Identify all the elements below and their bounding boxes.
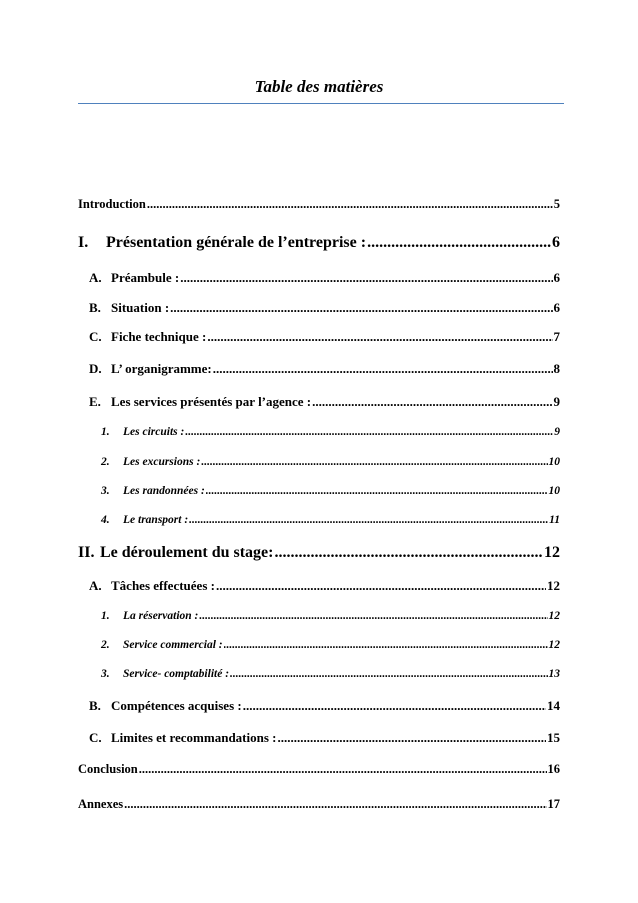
toc-entry-label: Service commercial : (123, 639, 223, 651)
toc-entry-marker: C. (89, 730, 102, 745)
toc-entry-1c[interactable] (89, 329, 560, 345)
toc-entry-marker: B. (89, 300, 101, 315)
toc-leader-dots (139, 762, 547, 777)
toc-entry-section-2[interactable] (78, 544, 560, 562)
toc-entry-marker: 2. (101, 639, 110, 651)
toc-leader-dots (170, 300, 552, 316)
toc-entry-page: 10 (548, 456, 560, 468)
toc-entry-label: Conclusion (78, 762, 138, 776)
toc-entry-page: 12 (547, 578, 560, 593)
toc-entry-page: 8 (553, 361, 560, 376)
toc-entry-marker: 3. (101, 668, 110, 680)
toc-entry-marker: I. (78, 234, 89, 251)
toc-leader-dots (147, 197, 553, 212)
toc-entry-marker: 3. (101, 485, 110, 497)
toc-entry-marker: II. (78, 544, 95, 561)
toc-entry-1e3[interactable] (101, 485, 560, 497)
toc-entry-marker: 2. (101, 456, 110, 468)
toc-entry-page: 7 (553, 329, 560, 344)
toc-leader-dots (185, 426, 553, 438)
toc-entry-label: Annexes (78, 797, 124, 811)
toc-entry-label: Préambule : (111, 270, 180, 285)
toc-entry-marker: E. (89, 394, 101, 409)
toc-leader-dots (277, 730, 546, 746)
toc-leader-dots (367, 234, 551, 252)
toc-entry-2c[interactable] (89, 730, 560, 746)
toc-leader-dots (224, 639, 548, 651)
toc-entry-page: 6 (553, 300, 560, 315)
toc-entry-label: Le transport : (123, 514, 189, 526)
toc-entry-marker: A. (89, 578, 102, 593)
toc-entry-page: 17 (547, 797, 560, 811)
toc-entry-page: 5 (553, 197, 560, 211)
toc-entry-1e4[interactable] (101, 514, 560, 526)
toc-leader-dots (243, 698, 546, 714)
toc-entry-page: 16 (547, 762, 560, 776)
toc-entry-1b[interactable] (89, 300, 560, 316)
toc-leader-dots (199, 610, 547, 622)
toc-entry-label: Les circuits : (123, 426, 185, 438)
toc-entry-label: Les services présentés par l’agence : (111, 394, 312, 409)
toc-entry-label: Le déroulement du stage: (100, 544, 274, 561)
toc-entry-page: 14 (547, 698, 560, 713)
toc-entry-label: Les randonnées : (123, 485, 205, 497)
toc-leader-dots (201, 456, 547, 468)
toc-entry-marker: A. (89, 270, 102, 285)
toc-entry-label: Présentation générale de l’entreprise : (106, 234, 367, 251)
toc-entry-page: 12 (544, 544, 560, 561)
toc-entry-1d[interactable] (89, 361, 560, 377)
toc-entry-page: 6 (552, 234, 560, 251)
toc-entry-label: Limites et recommandations : (111, 730, 277, 745)
toc-entry-page: 12 (548, 639, 560, 651)
toc-entry-marker: 1. (101, 610, 110, 622)
toc-entry-1e1[interactable] (101, 426, 560, 438)
toc-entry-label: La réservation : (123, 610, 199, 622)
toc-entry-2b[interactable] (89, 698, 560, 714)
toc-entry-label: Compétences acquises : (111, 698, 242, 713)
toc-entry-label: Les excursions : (123, 456, 201, 468)
toc-entry-1e[interactable] (89, 394, 560, 410)
toc-entry-annexes[interactable] (78, 797, 560, 812)
title-underline (78, 103, 564, 104)
toc-leader-dots (312, 394, 552, 410)
toc-entry-label: Situation : (111, 300, 170, 315)
toc-entry-2a3[interactable] (101, 668, 560, 680)
toc-entry-2a2[interactable] (101, 639, 560, 651)
toc-entry-label: Tâches effectuées : (111, 578, 215, 593)
toc-leader-dots (230, 668, 547, 680)
toc-leader-dots (213, 361, 553, 377)
toc-entry-1e2[interactable] (101, 456, 560, 468)
toc-leader-dots (189, 514, 548, 526)
toc-entry-page: 11 (549, 514, 560, 526)
toc-entry-marker: C. (89, 329, 102, 344)
toc-entry-introduction[interactable] (78, 197, 560, 212)
toc-entry-marker: D. (89, 361, 102, 376)
toc-entry-page: 9 (553, 394, 560, 409)
toc-entry-label: Fiche technique : (111, 329, 207, 344)
toc-leader-dots (274, 544, 543, 562)
toc-leader-dots (180, 270, 552, 286)
toc-entry-page: 13 (548, 668, 560, 680)
toc-entry-marker: 1. (101, 426, 110, 438)
toc-entry-label: L’ organigramme: (111, 361, 212, 376)
toc-entry-2a1[interactable] (101, 610, 560, 622)
toc-entry-2a[interactable] (89, 578, 560, 594)
toc-entry-page: 15 (547, 730, 560, 745)
toc-leader-dots (124, 797, 546, 812)
toc-leader-dots (207, 329, 552, 345)
toc-entry-page: 9 (554, 426, 560, 438)
toc-entry-label: Service- comptabilité : (123, 668, 230, 680)
toc-leader-dots (206, 485, 548, 497)
toc-entry-label: Introduction (78, 197, 146, 211)
toc-entry-page: 6 (553, 270, 560, 285)
toc-leader-dots (216, 578, 546, 594)
toc-entry-conclusion[interactable] (78, 762, 560, 777)
toc-entry-page: 12 (548, 610, 560, 622)
toc-entry-section-1[interactable] (78, 234, 560, 252)
toc-entry-marker: B. (89, 698, 101, 713)
toc-entry-1a[interactable] (89, 270, 560, 286)
page-title: Table des matières (254, 77, 384, 96)
toc-entry-page: 10 (548, 485, 560, 497)
toc-entry-marker: 4. (101, 514, 110, 526)
